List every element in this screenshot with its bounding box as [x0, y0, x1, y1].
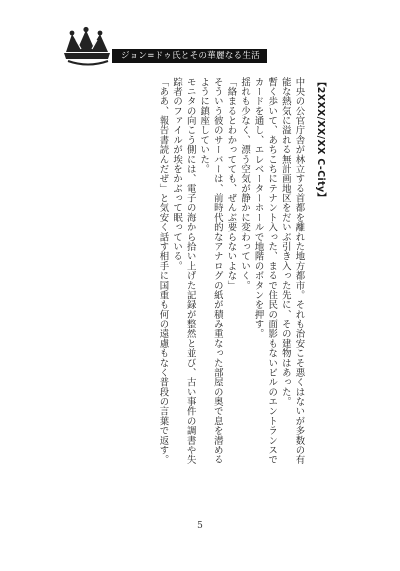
paragraph-3: 揺れも少なく、漂う空気が静かに変わっていく。 [239, 77, 251, 291]
paragraph-7: 「ああ、報告書読んだぜ」と気安く話す相手に国重も何の遠慮もなく普段の言葉で返す。 [157, 77, 169, 465]
crown-emblem-icon [62, 26, 116, 68]
paragraph-4: 「絡まるとわかってても、ぜんぶ要らないよな」 [225, 77, 237, 291]
paragraph-5: そういう彼のサーバーは、前時代的なアナログの紙が積み重なった部屋の奥で息を潜めるように鎮座していた。 [198, 77, 223, 465]
chapter-code: 【2XXX/XX/XX C-City】 [315, 77, 326, 203]
page-header [62, 26, 260, 68]
running-title: ジョン=ドゥ氏とその華麗なる生活 [112, 49, 267, 63]
paragraph-2: 暫く歩いて、あちこちにテナント入った、まるで住民の面影もないビルのエントランスでカードを通し、エレベーターホールで地階のボタンを押す。 [252, 77, 278, 465]
page-number: 5 [197, 521, 203, 531]
paragraph-1: 中央の公官庁舎が林立する首都を離れた地方都市。それも治安こそ悪くはないが多数の有能な熱気に溢れる無計画地区をだいぶ引き入った先に、その建物はあった。 [279, 77, 305, 465]
paragraph-6: モニタの向こう側には、電子の海から拾い上げた記録が整然と並び、古い事件の調書や失踪者のファイルが埃をかぶって眠っている。 [171, 77, 196, 465]
body-text-right [31, 77, 327, 474]
